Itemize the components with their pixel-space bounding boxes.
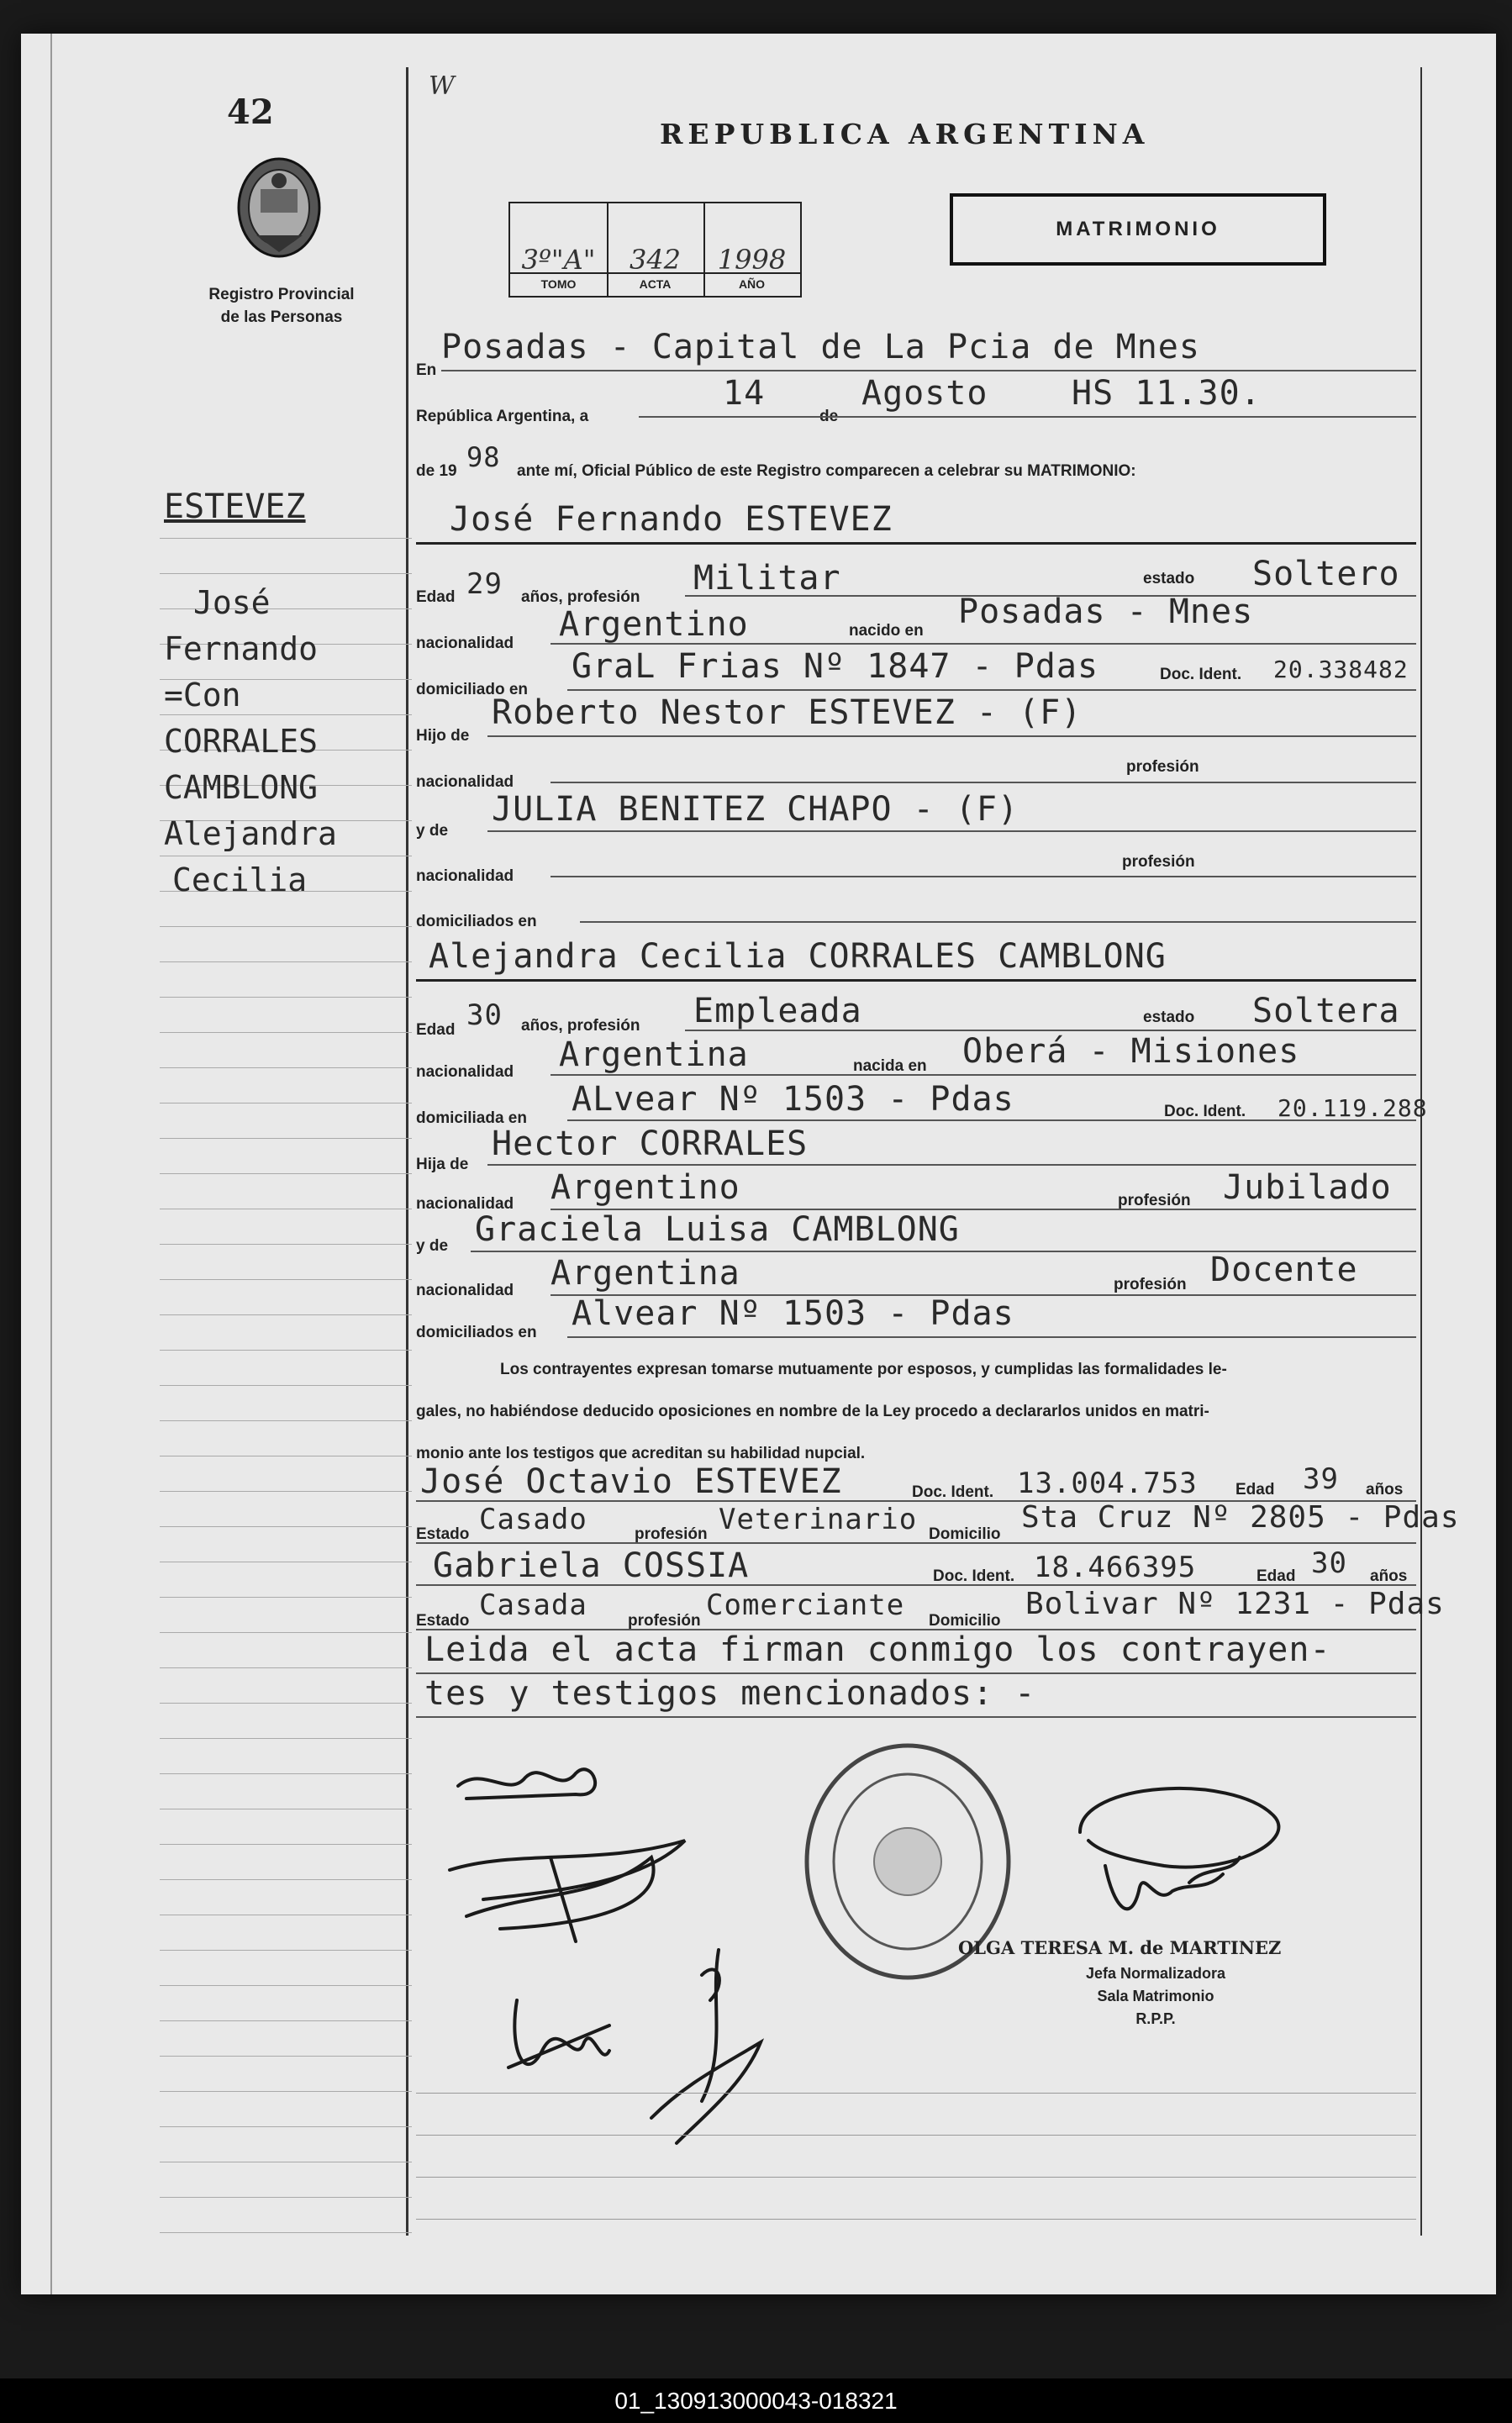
domiciliados-label: domiciliados en <box>416 1324 537 1341</box>
year-suffix: 98 <box>466 441 501 473</box>
margin-line: CORRALES <box>164 723 319 760</box>
margin-line: CAMBLONG <box>164 769 319 806</box>
y-de-label: y de <box>416 1237 449 1255</box>
margin-rule-line <box>160 573 412 574</box>
margin-rule-line <box>160 1597 412 1598</box>
margin-rule-line <box>160 926 412 927</box>
folio-number: 42 <box>227 92 274 132</box>
witness-profesion-label: profesión <box>635 1525 708 1543</box>
margin-rule-line <box>160 1526 412 1527</box>
groom-birthplace: Posadas - Mnes <box>958 593 1254 631</box>
right-border <box>1420 67 1422 2236</box>
bride-doc-number: 20.119.288 <box>1278 1094 1428 1122</box>
witness2-profession: Comerciante <box>706 1588 905 1622</box>
officer-title2: Sala Matrimonio <box>1097 1988 1214 2004</box>
bride-profession: Empleada <box>693 992 862 1030</box>
officer-title3: R.P.P. <box>1135 2010 1176 2027</box>
domiciliada-label: domiciliada en <box>416 1109 527 1127</box>
witness-doc-label: Doc. Ident. <box>912 1483 994 1501</box>
margin-line: Fernando <box>164 630 319 667</box>
groom-full-name: José Fernando ESTEVEZ <box>450 500 893 539</box>
groom-profession: Militar <box>693 559 841 598</box>
register-page <box>21 34 1496 2294</box>
bride-mother: Graciela Luisa CAMBLONG <box>475 1210 960 1249</box>
bride-father-profession: Jubilado <box>1223 1168 1392 1207</box>
mother-nat-label: nacionalidad <box>416 867 514 885</box>
acta-label: ACTA <box>639 277 672 291</box>
margin-rule-line <box>160 1703 412 1704</box>
father-nat-label: nacionalidad <box>416 1195 514 1213</box>
witness-estado-label: Estado <box>416 1525 470 1543</box>
witness-edad-label: Edad <box>1235 1481 1275 1499</box>
margin-rule-line <box>160 1032 412 1033</box>
y-de-label: y de <box>416 822 449 840</box>
bride-nationality: Argentina <box>559 1035 749 1074</box>
declaration-line3: monio ante los testigos que acreditan su habilidad nupcial. <box>416 1445 866 1462</box>
bride-mother-profession: Docente <box>1210 1251 1358 1289</box>
time-value: HS 11.30. <box>1072 374 1262 413</box>
month-value: Agosto <box>861 374 988 413</box>
margin-rule-line <box>160 1103 412 1104</box>
groom-age: 29 <box>466 567 503 601</box>
father-nat-label: nacionalidad <box>416 773 514 791</box>
father-prof-label: profesión <box>1118 1192 1191 1209</box>
nacido-label: nacido en <box>849 622 924 640</box>
margin-rule-line <box>160 1844 412 1845</box>
republica-label: República Argentina, a <box>416 408 589 425</box>
day-value: 14 <box>723 374 766 413</box>
scan-identifier: 01_130913000043-018321 <box>0 2378 1512 2423</box>
margin-rule-line <box>160 714 412 715</box>
margin-rule-line <box>160 1667 412 1668</box>
de-label: de <box>819 408 839 425</box>
year-prefix: de 19 <box>416 462 457 480</box>
bride-father: Hector CORRALES <box>492 1125 809 1163</box>
margin-line: Alejandra <box>164 815 337 852</box>
margin-rule-line <box>160 2056 412 2057</box>
witness-anos-label: años <box>1366 1481 1404 1499</box>
margin-rule-line <box>160 1244 412 1245</box>
ano-value: 1998 <box>717 244 787 276</box>
mother-nat-label: nacionalidad <box>416 1282 514 1299</box>
margin-rule-line <box>160 1173 412 1174</box>
margin-rule-line <box>160 2020 412 2021</box>
bride-age: 30 <box>466 998 503 1032</box>
witness-anos-label: años <box>1370 1567 1408 1585</box>
groom-father: Roberto Nestor ESTEVEZ - (F) <box>492 693 1083 732</box>
witness1-age: 39 <box>1303 1462 1339 1496</box>
mother-prof-label: profesión <box>1122 853 1195 871</box>
witness-profesion-label: profesión <box>628 1612 701 1630</box>
registry-name-line2: de las Personas <box>220 308 343 326</box>
hijo-label: Hijo de <box>416 727 470 745</box>
registry-name-line1: Registro Provincial <box>208 286 355 303</box>
witness-doc-label: Doc. Ident. <box>933 1567 1015 1585</box>
witness2-age: 30 <box>1311 1546 1347 1580</box>
margin-rule-line <box>160 1350 412 1351</box>
estado-label: estado <box>1143 1009 1195 1026</box>
witness-estado-label: Estado <box>416 1612 470 1630</box>
margin-rule-line <box>160 1420 412 1421</box>
hija-label: Hija de <box>416 1156 469 1173</box>
groom-nationality: Argentino <box>559 605 749 644</box>
country-title: REPUBLICA ARGENTINA <box>660 118 1150 150</box>
witness2-address: Bolivar Nº 1231 - Pdas <box>1025 1587 1445 1621</box>
doc-label: Doc. Ident. <box>1160 666 1242 683</box>
margin-rule-line <box>160 1773 412 1774</box>
domiciliados-label: domiciliados en <box>416 913 537 930</box>
registry-seal-logo <box>235 155 324 265</box>
groom-address: GraL Frias Nº 1847 - Pdas <box>572 647 1099 686</box>
margin-rule-line <box>160 538 412 539</box>
margin-rule-line <box>160 2091 412 2092</box>
witness-edad-label: Edad <box>1256 1567 1296 1585</box>
margin-rule-line <box>160 2197 412 2198</box>
ledger-sheet <box>21 34 1496 2294</box>
margin-rule-line <box>160 961 412 962</box>
witness1-civil-status: Casado <box>479 1503 587 1536</box>
officer-title1: Jefa Normalizadora <box>1085 1965 1226 1982</box>
witness1-name: José Octavio ESTEVEZ <box>420 1462 842 1501</box>
margin-rule-line <box>160 1879 412 1880</box>
margin-rule-line <box>160 1385 412 1386</box>
margin-rule-line <box>160 1738 412 1739</box>
mother-prof-label: profesión <box>1114 1276 1187 1293</box>
binding-edge <box>50 34 52 2294</box>
groom-doc-number: 20.338482 <box>1273 656 1409 683</box>
groom-mother: JULIA BENITEZ CHAPO - (F) <box>492 790 1019 829</box>
margin-mark: W <box>429 71 455 101</box>
closing-line1: Leida el acta firman conmigo los contrayen- <box>424 1630 1331 1669</box>
edad-label: Edad <box>416 1021 456 1039</box>
officer-signature <box>1063 1765 1332 1941</box>
bride-address: ALvear Nº 1503 - Pdas <box>572 1080 1014 1119</box>
witness1-address: Sta Cruz Nº 2805 - Pdas <box>1021 1500 1460 1535</box>
margin-rule-line <box>160 1138 412 1139</box>
margin-rule-line <box>160 2232 412 2233</box>
witness2-doc-number: 18.466395 <box>1034 1551 1197 1584</box>
margin-line: José <box>193 584 271 621</box>
closing-line2: tes y testigos mencionados: - <box>424 1674 1036 1713</box>
bride-birthplace: Oberá - Misiones <box>962 1032 1300 1071</box>
father-prof-label: profesión <box>1126 758 1199 776</box>
tomo-value: 3º"A" <box>521 244 596 276</box>
margin-rule-line <box>160 1067 412 1068</box>
ano-label: AÑO <box>738 277 766 291</box>
acta-value: 342 <box>629 244 682 276</box>
margin-divider <box>406 67 408 2236</box>
margin-rule-line <box>160 997 412 998</box>
witness2-civil-status: Casada <box>479 1588 587 1622</box>
groom-civil-status: Soltero <box>1252 555 1400 593</box>
margin-rule-line <box>160 1314 412 1315</box>
witness1-profession: Veterinario <box>719 1503 918 1536</box>
bride-civil-status: Soltera <box>1252 992 1400 1030</box>
margin-rule-line <box>160 1279 412 1280</box>
estado-label: estado <box>1143 570 1195 587</box>
nacionalidad-label: nacionalidad <box>416 1063 514 1081</box>
domiciliado-label: domiciliado en <box>416 681 529 698</box>
doc-label: Doc. Ident. <box>1164 1103 1246 1120</box>
anos-profesion-label: años, profesión <box>521 1017 640 1035</box>
nacionalidad-label: nacionalidad <box>416 635 514 652</box>
margin-rule-line <box>160 1632 412 1633</box>
margin-rule-line <box>160 2126 412 2127</box>
margin-rule-line <box>160 1491 412 1492</box>
witness-domicilio-label: Domicilio <box>929 1612 1001 1630</box>
witness1-doc-number: 13.004.753 <box>1017 1467 1198 1500</box>
witness2-name: Gabriela COSSIA <box>433 1546 750 1585</box>
document-type-box: MATRIMONIO <box>950 193 1326 266</box>
record-number-box <box>508 202 802 298</box>
margin-rule-line <box>160 1985 412 1986</box>
signature-scribbles <box>433 1748 786 2168</box>
margin-line: Cecilia <box>172 861 308 898</box>
declaration-line1: Los contrayentes expresan tomarse mutuamente por esposos, y cumplidas las formalidades le- <box>500 1361 1227 1378</box>
bride-father-nationality: Argentino <box>551 1168 740 1207</box>
bride-full-name: Alejandra Cecilia CORRALES CAMBLONG <box>429 937 1167 976</box>
bride-mother-nationality: Argentina <box>551 1254 740 1293</box>
tomo-label: TOMO <box>540 277 577 291</box>
officer-name: OLGA TERESA M. de MARTINEZ <box>958 1937 1282 1958</box>
declaration-line2: gales, no habiéndose deducido oposiciones en nombre de la Ley procedo a declararlos unidos en matri- <box>416 1403 1209 1420</box>
witness-domicilio-label: Domicilio <box>929 1525 1001 1543</box>
en-label: En <box>416 361 437 379</box>
margin-line: =Con <box>164 677 241 714</box>
bride-parents-address: Alvear Nº 1503 - Pdas <box>572 1294 1014 1333</box>
margin-rule-line <box>160 1950 412 1951</box>
anos-profesion-label: años, profesión <box>521 588 640 606</box>
edad-label: Edad <box>416 588 456 606</box>
margin-surname: ESTEVEZ <box>164 487 306 526</box>
place-value: Posadas - Capital de La Pcia de Mnes <box>441 328 1200 366</box>
intro-statement: ante mí, Oficial Público de este Registro comparecen a celebrar su MATRIMONIO: <box>517 462 1136 480</box>
nacida-label: nacida en <box>853 1057 927 1075</box>
